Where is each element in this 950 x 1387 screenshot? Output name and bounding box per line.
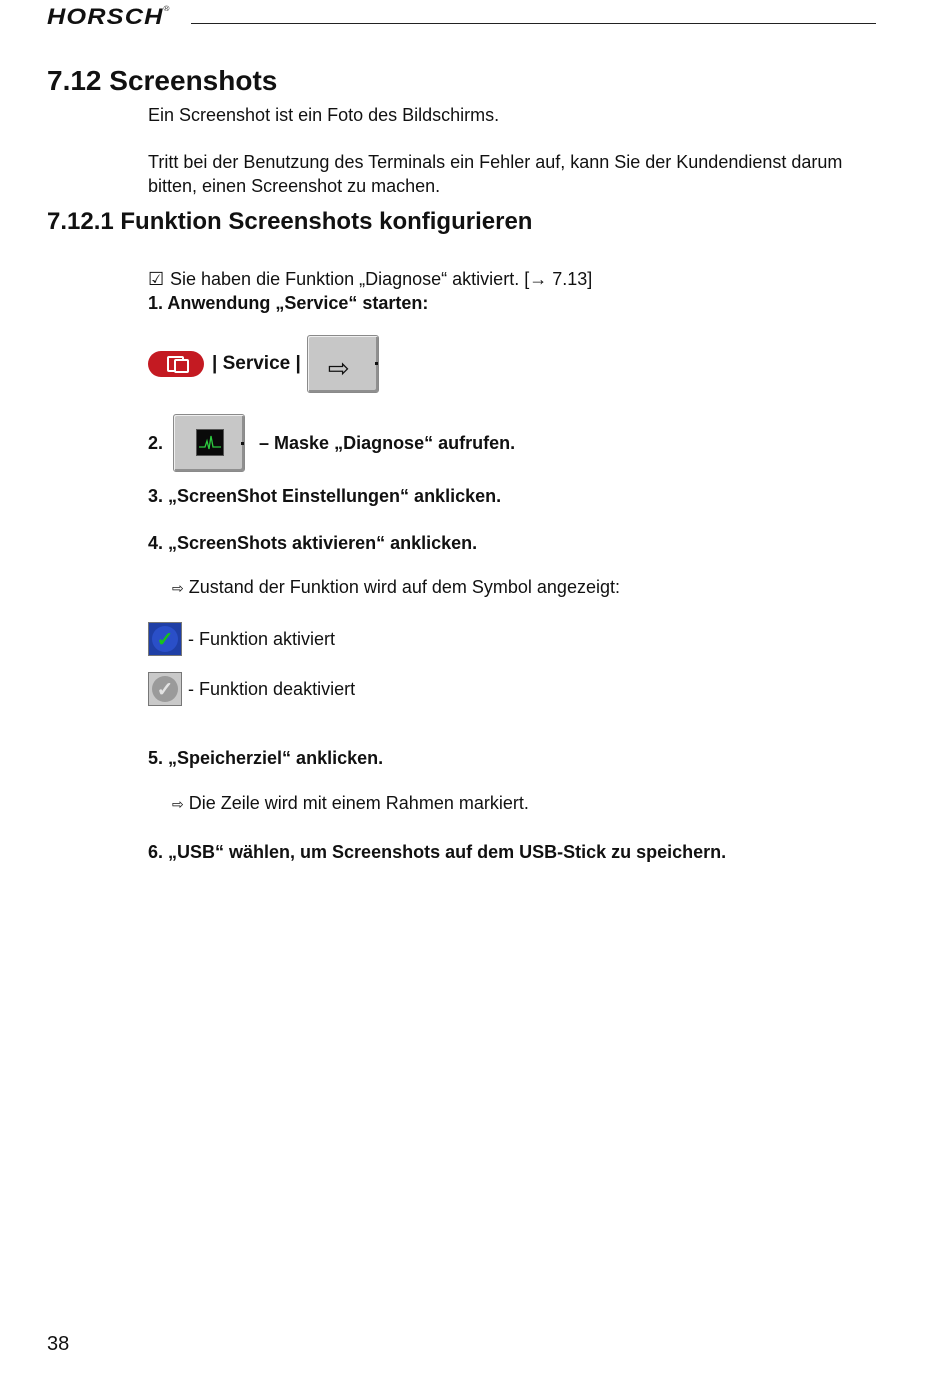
precondition [148, 267, 883, 291]
precondition-text: Sie haben die Funktion „Diagnose“ aktiviert. [→ 7.13] [170, 269, 593, 289]
page-number: 38 [47, 1333, 70, 1355]
subsection-title: 7.12.1 Funktion Screenshots konfigurieren [47, 208, 533, 235]
result-4 [172, 577, 620, 598]
result-5 [172, 793, 529, 814]
arrow-right-button[interactable] [307, 335, 379, 393]
step-4: 4. „ScreenShots aktivieren“ anklicken. [148, 533, 478, 553]
paragraph-text: Tritt bei der Benutzung des Terminals ein Fehler auf, kann Sie der Kundendienst darum bitten, einen Screenshot zu machen. [148, 152, 843, 196]
intro-text: Ein Screenshot ist ein Foto des Bildschirms. [148, 105, 500, 125]
step-2 [148, 414, 515, 472]
state-inactive-label: - Funktion deaktiviert [188, 678, 356, 699]
result-4-text: Zustand der Funktion wird auf dem Symbol angezeigt: [188, 577, 620, 597]
result-5-text: Die Zeile wird mit einem Rahmen markiert. [188, 793, 529, 813]
diagnose-button[interactable] [173, 414, 245, 472]
result-arrow-icon: ⇨ [172, 580, 184, 596]
step-2-number: 2. [148, 432, 164, 453]
state-active-label: - Funktion aktiviert [188, 628, 336, 649]
checkmark-active-icon: ✓ [148, 622, 182, 656]
service-app-icon [148, 351, 204, 377]
checkmark-inactive-icon: ✓ [148, 672, 182, 706]
step-6: 6. „USB“ wählen, um Screenshots auf dem USB-Stick zu speichern. [148, 842, 727, 862]
result-arrow-icon: ⇨ [172, 796, 184, 812]
service-path [148, 335, 379, 393]
state-active-row [148, 622, 335, 656]
arrow-right-icon: ⇨ [327, 353, 350, 383]
step-5: 5. „Speicherziel“ anklicken. [148, 748, 384, 768]
step-1: 1. Anwendung „Service“ starten: [148, 293, 429, 313]
horsch-logo: HORSCH® [47, 4, 171, 29]
step-3: 3. „ScreenShot Einstellungen“ anklicken. [148, 486, 502, 506]
diagnose-icon [196, 429, 224, 456]
step-2-text: – Maske „Diagnose“ aufrufen. [259, 432, 516, 453]
header-rule [191, 23, 876, 24]
state-inactive-row [148, 672, 355, 706]
checkbox-icon: ☑ [148, 269, 165, 289]
service-path-label: | Service | [212, 353, 301, 374]
section-title: 7.12 Screenshots [47, 65, 278, 96]
